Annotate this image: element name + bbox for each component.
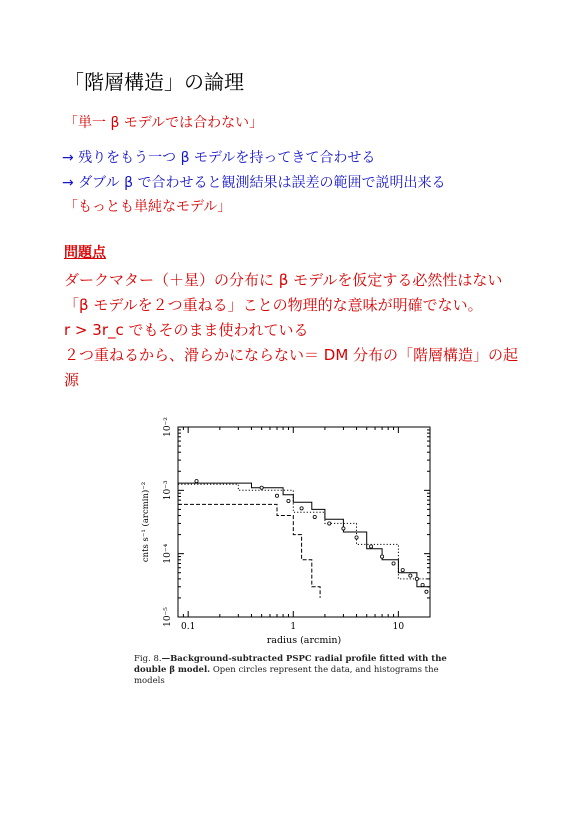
- y-tick-label: 10⁻²: [163, 417, 173, 437]
- problem-item: ２つ重ねるから、滑らかにならない＝ DM 分布の「階層構造」の起: [64, 346, 519, 364]
- y-axis-label: cnts s⁻¹ (arcmin)⁻²: [141, 481, 151, 563]
- data-point: [401, 569, 404, 572]
- arrow-line-2: [62, 172, 445, 192]
- page-title: 「階層構造」の論理: [64, 70, 244, 94]
- arrow-icon: →: [62, 150, 74, 166]
- data-point: [342, 527, 345, 530]
- data-point: [287, 499, 290, 502]
- data-point: [415, 577, 418, 580]
- problem-item: ダークマター（＋星）の分布に β モデルを仮定する必然性はない: [64, 271, 503, 289]
- data-point: [260, 486, 263, 489]
- data-point: [421, 583, 424, 586]
- model-histogram-dashed: [178, 504, 320, 598]
- data-point: [300, 507, 303, 510]
- x-tick-label: 10: [392, 622, 405, 632]
- arrow-line-text: ダブル β で合わせると観測結果は誤差の範囲で説明出来る: [78, 175, 446, 191]
- caption-rest: Open circles represent the data, and histograms the models: [134, 665, 439, 686]
- data-point: [328, 522, 331, 525]
- y-tick-label: 10⁻³: [163, 480, 173, 501]
- data-point: [313, 515, 316, 518]
- quote-single-beta: 「単一 β モデルでは合わない」: [64, 115, 264, 131]
- y-tick-label: 10⁻⁵: [163, 607, 173, 627]
- caption-bold: —Background-subtracted PSPC radial profile fitted with the double β model.: [134, 654, 447, 675]
- x-axis-label: radius (arcmin): [266, 635, 342, 646]
- data-point: [369, 545, 372, 548]
- problem-item: r > 3r_c でもそのまま使われている: [64, 321, 309, 339]
- data-point: [409, 574, 412, 577]
- problem-item: 「β モデルを２つ重ねる」ことの物理的な意味が明確でない。: [64, 296, 483, 314]
- data-point: [195, 479, 198, 482]
- x-tick-label: 0.1: [181, 622, 196, 632]
- arrow-line-1: [62, 147, 375, 167]
- data-point: [380, 555, 383, 558]
- problem-item: 源: [64, 371, 80, 389]
- x-tick-label: 1: [290, 622, 297, 632]
- arrow-icon: →: [62, 175, 74, 191]
- quote-simplest-model: 「もっとも単純なモデル」: [64, 199, 232, 215]
- data-point: [425, 590, 428, 593]
- caption-label: Fig. 8.: [134, 654, 162, 664]
- plot-area: [140, 417, 430, 646]
- data-point: [392, 562, 395, 565]
- model-histogram-solid: [178, 483, 430, 587]
- arrow-line-text: 残りをもう一つ β モデルを持ってきて合わせる: [78, 150, 376, 166]
- data-point: [275, 494, 278, 497]
- y-tick-label: 10⁻⁴: [163, 543, 173, 564]
- plot-frame: [178, 427, 430, 617]
- figure-caption: [134, 654, 454, 687]
- data-point: [355, 536, 358, 539]
- problems-heading: 問題点: [64, 245, 106, 261]
